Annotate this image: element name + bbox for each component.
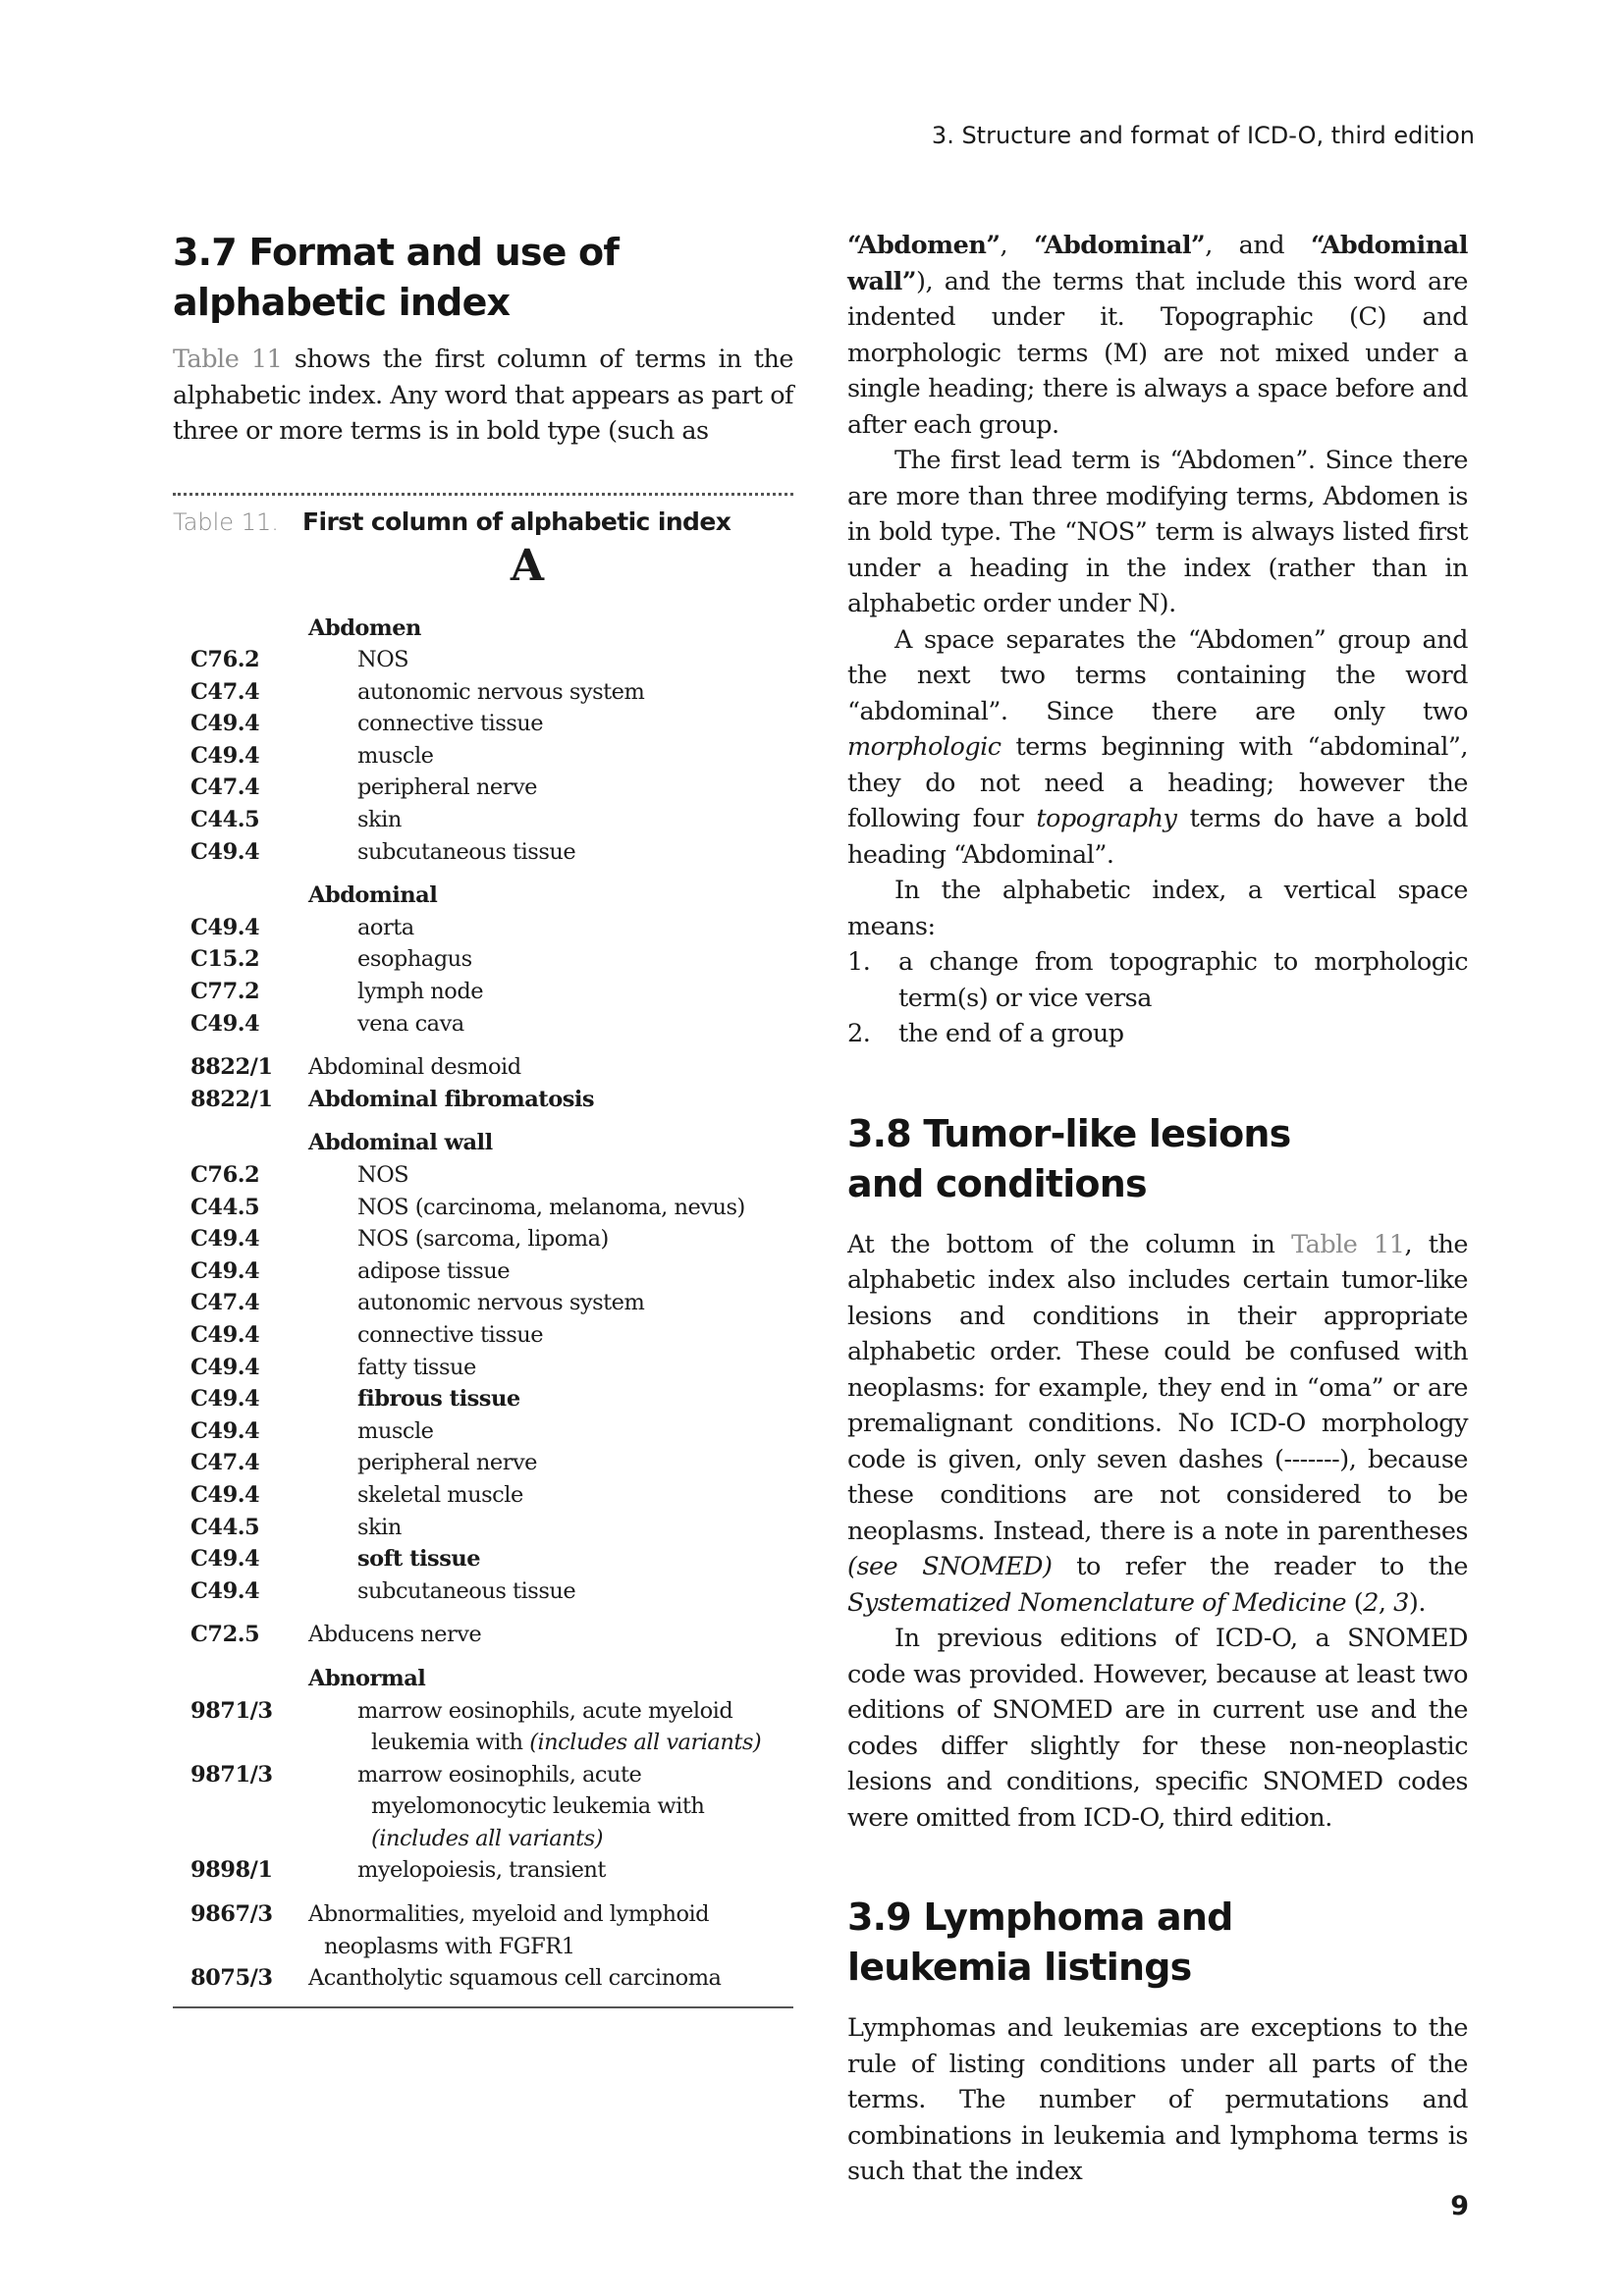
table-row — [173, 1319, 793, 1352]
index-term: connective tissue — [357, 1321, 544, 1348]
index-code: C49.4 — [190, 838, 260, 865]
index-code: C47.4 — [190, 1290, 260, 1316]
table-row — [173, 1854, 793, 1887]
right-column — [847, 228, 1468, 2190]
table-row — [173, 1159, 793, 1192]
table-row — [173, 1898, 793, 1931]
list-item: 1. a change from topographic to morphologic term(s) or vice versa — [847, 947, 1468, 1013]
running-head: 3. Structure and format of ICD-O, third edition — [931, 122, 1475, 149]
table-row — [173, 1383, 793, 1415]
index-code: C49.4 — [190, 1010, 260, 1037]
table-row — [173, 1415, 793, 1448]
index-term: marrow eosinophils, acute myeloid — [357, 1697, 733, 1724]
table-row — [173, 1962, 793, 1995]
index-code: C49.4 — [190, 1257, 260, 1284]
index-term: NOS (carcinoma, melanoma, nevus) — [357, 1194, 745, 1220]
vertical-space-list — [847, 944, 1468, 1052]
table-row — [173, 644, 793, 676]
lead-term-paragraph: The first lead term is “Abdomen”. Since there are more than three modifying terms, Abdomen is in bold type. The “NOS” term is always listed first under a heading in the index (rather than in alphabetic order under N). — [847, 446, 1468, 618]
section-3-7-paragraph: Table 11 shows the first column of terms in the alphabetic index. Any word that appears as part of three or more terms is in bold type (such as — [173, 345, 793, 446]
continued-paragraph: “Abdomen”, “Abdominal”, and “Abdominal wall”), and the terms that include this word are indented under it. Topographic (C) and morphologic terms (M) are not mixed under a single heading; there is always a space before and after each group. — [847, 231, 1468, 440]
index-code — [173, 880, 308, 912]
table-row — [173, 976, 793, 1008]
index-code — [173, 1663, 308, 1695]
index-code — [173, 613, 308, 645]
index-code: C76.2 — [190, 1162, 260, 1188]
table-row — [173, 912, 793, 944]
index-code: C77.2 — [190, 979, 260, 1005]
table-top-rule — [173, 493, 793, 496]
index-term: subcutaneous tissue — [357, 1577, 576, 1604]
table-row — [173, 1051, 793, 1084]
index-term: NOS (sarcoma, lipoma) — [357, 1226, 609, 1253]
index-code: C49.4 — [190, 742, 260, 769]
vertical-space-paragraph: In the alphabetic index, a vertical space means: — [847, 876, 1468, 941]
index-term: neoplasms with FGFR1 — [324, 1933, 575, 1959]
index-term: skin — [357, 807, 402, 833]
index-term: Abducens nerve — [308, 1622, 482, 1648]
table-row — [173, 1287, 793, 1319]
index-term: Abdomen — [308, 614, 421, 641]
table-title: First column of alphabetic index — [302, 507, 731, 536]
table-row — [173, 1695, 793, 1728]
index-term: muscle — [357, 742, 434, 769]
index-code: C76.2 — [190, 647, 260, 673]
space-paragraph: A space separates the “Abdomen” group and the next two terms containing the word “abdominal”. Since there are only two morphologic terms beginning with “abdominal”, they do not need a heading; however the following four topography terms do have a bold heading “Abdominal”. — [847, 624, 1468, 870]
index-code: C49.4 — [190, 1321, 260, 1348]
index-code: C44.5 — [190, 1194, 260, 1220]
index-code: C49.4 — [190, 1226, 260, 1253]
table-row — [173, 943, 793, 976]
table-row — [173, 1255, 793, 1288]
table-letter: A — [510, 540, 545, 591]
section-3-9-paragraph: Lymphomas and leukemias are exceptions to the rule of listing conditions under all parts of the terms. The number of permutations and combinations in leukemia and lymphoma terms is such that the index — [847, 2013, 1468, 2186]
index-term: Abdominal wall — [308, 1130, 493, 1156]
table-row — [173, 1575, 793, 1608]
section-3-8-paragraph-1: At the bottom of the column in Table 11, the alphabetic index also includes certain tumor-like lesions and conditions in their appropriate alphabetic order. These could be confused with neoplasms: for example, they end in “oma” or are premalignant conditions. No ICD-O morphology code is given, only seven dashes (-------), because these conditions are not considered to be neoplasms. Instead, there is a note in parentheses (see SNOMED) to refer the reader to the Systematized Nomenclature of Medicine (2, 3). — [847, 1229, 1468, 1618]
table-row — [173, 1084, 793, 1116]
index-term: Abnormalities, myeloid and lymphoid — [308, 1901, 710, 1928]
table-row — [173, 1479, 793, 1512]
table-caption — [173, 507, 793, 536]
index-code — [173, 1790, 308, 1823]
table-row — [173, 1931, 793, 1963]
index-term: Abdominal — [308, 882, 438, 909]
index-term: connective tissue — [357, 711, 544, 737]
index-term: (includes all variants) — [371, 1825, 603, 1851]
index-code: C15.2 — [190, 946, 260, 973]
index-code: 8075/3 — [190, 1965, 273, 1992]
index-code: 9871/3 — [190, 1697, 273, 1724]
index-code — [173, 1823, 308, 1855]
table-row — [173, 880, 793, 912]
index-code — [173, 1727, 308, 1759]
table-row — [173, 1727, 793, 1759]
table-row — [173, 1192, 793, 1224]
index-code: C47.4 — [190, 1450, 260, 1476]
index-term: myelomonocytic leukemia with — [371, 1793, 705, 1820]
table-row — [173, 772, 793, 804]
table-row — [173, 1759, 793, 1791]
index-code — [173, 1931, 308, 1963]
index-term: fatty tissue — [357, 1354, 476, 1380]
index-term: peripheral nerve — [357, 1450, 537, 1476]
index-code: 9867/3 — [190, 1901, 273, 1928]
index-code: 8822/1 — [190, 1086, 273, 1112]
index-term: esophagus — [357, 946, 472, 973]
table-row — [173, 1823, 793, 1855]
index-term: adipose tissue — [357, 1257, 511, 1284]
table-row — [173, 613, 793, 645]
table-11-link[interactable]: Table 11 — [1291, 1229, 1405, 1259]
page-number: 9 — [1450, 2191, 1469, 2221]
index-term: autonomic nervous system — [357, 678, 645, 705]
index-code: 8822/1 — [190, 1054, 273, 1081]
table-row — [173, 1008, 793, 1041]
alphabetic-index-table — [173, 613, 793, 1995]
index-code: 9898/1 — [190, 1857, 273, 1884]
table-bottom-rule — [173, 2006, 793, 2008]
index-code: C44.5 — [190, 1514, 260, 1540]
table-row — [173, 1127, 793, 1159]
reference-3-link[interactable]: 3 — [1393, 1587, 1409, 1618]
index-code: C49.4 — [190, 914, 260, 940]
index-code: C49.4 — [190, 1417, 260, 1444]
table-row — [173, 708, 793, 740]
index-term: aorta — [357, 914, 414, 940]
index-term: leukemia with (includes all variants) — [371, 1730, 762, 1756]
index-term: NOS — [357, 647, 409, 673]
index-term: fibrous tissue — [357, 1386, 520, 1413]
index-term: Abdominal desmoid — [308, 1054, 521, 1081]
index-code: C49.4 — [190, 1546, 260, 1573]
index-term: Acantholytic squamous cell carcinoma — [308, 1965, 722, 1992]
index-term: skeletal muscle — [357, 1481, 523, 1508]
table-row — [173, 1619, 793, 1651]
table-row — [173, 1352, 793, 1384]
index-term: autonomic nervous system — [357, 1290, 645, 1316]
index-code: C49.4 — [190, 1354, 260, 1380]
section-3-9-title: 3.9 Lymphoma and leukemia listings — [847, 1896, 1233, 1989]
table-row — [173, 1512, 793, 1544]
index-term: marrow eosinophils, acute — [357, 1761, 642, 1788]
index-term: NOS — [357, 1162, 409, 1188]
index-term: vena cava — [357, 1010, 464, 1037]
index-code: C47.4 — [190, 678, 260, 705]
section-3-7-title: 3.7 Format and use of alphabetic index — [173, 231, 620, 324]
table-row — [173, 1543, 793, 1575]
index-code: C49.4 — [190, 1481, 260, 1508]
table-number: Table 11. — [173, 507, 279, 536]
table-row — [173, 1663, 793, 1695]
left-column — [173, 228, 793, 2008]
index-code — [173, 1127, 308, 1159]
index-code: C72.5 — [190, 1622, 260, 1648]
table-row — [173, 1223, 793, 1255]
index-code: 9871/3 — [190, 1761, 273, 1788]
table-row — [173, 836, 793, 869]
index-term: Abdominal fibromatosis — [308, 1086, 595, 1112]
table-row — [173, 1790, 793, 1823]
table-row — [173, 676, 793, 709]
index-code: C44.5 — [190, 807, 260, 833]
index-term: lymph node — [357, 979, 484, 1005]
index-code: C49.4 — [190, 1386, 260, 1413]
list-item: 2. the end of a group — [847, 1019, 1124, 1048]
index-code: C49.4 — [190, 1577, 260, 1604]
table-row — [173, 1447, 793, 1479]
index-term: subcutaneous tissue — [357, 838, 576, 865]
index-term: muscle — [357, 1417, 434, 1444]
index-code: C47.4 — [190, 774, 260, 801]
index-code: C49.4 — [190, 711, 260, 737]
index-term: skin — [357, 1514, 402, 1540]
section-3-8-paragraph-2: In previous editions of ICD-O, a SNOMED code was provided. However, because at least two editions of SNOMED are in current use and the codes differ slightly for these non-neoplastic lesions and conditions, specific SNOMED codes were omitted from ICD-O, third edition. — [847, 1624, 1468, 1833]
table-row — [173, 804, 793, 836]
reference-2-link[interactable]: 2 — [1363, 1587, 1379, 1618]
index-term: myelopoiesis, transient — [357, 1857, 606, 1884]
index-term: soft tissue — [357, 1546, 481, 1573]
table-row — [173, 740, 793, 773]
table-11-link[interactable]: Table 11 — [173, 345, 283, 374]
index-term: Abnormal — [308, 1665, 426, 1691]
index-term: peripheral nerve — [357, 774, 537, 801]
section-3-8-title: 3.8 Tumor-like lesions and conditions — [847, 1111, 1291, 1205]
